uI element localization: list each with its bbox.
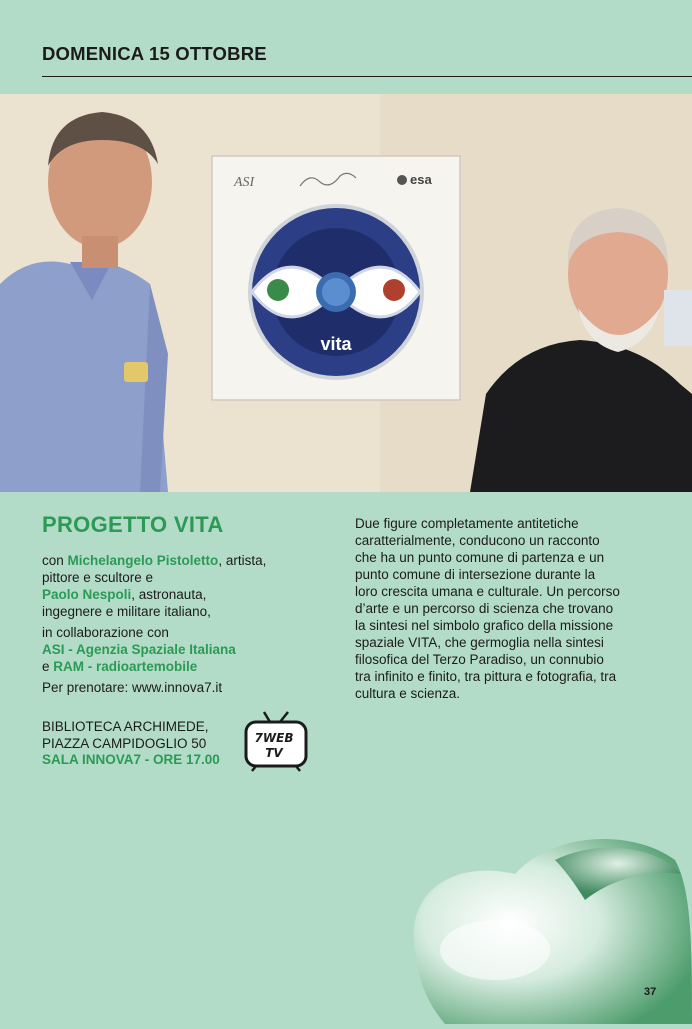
- event-description: [355, 515, 655, 702]
- description-line: cultura e scienza.: [355, 686, 461, 701]
- description-line: caratterialmente, conducono un racconto: [355, 533, 600, 548]
- decorative-3d-blob: [405, 830, 692, 1029]
- page-header-title: DOMENICA 15 OTTOBRE: [42, 43, 267, 64]
- booking-info: Per prenotare: www.innova7.it: [42, 680, 223, 695]
- event-info: [42, 512, 312, 696]
- speakers-line-3: [42, 586, 312, 603]
- vita-mission-patch: [248, 204, 424, 380]
- speaker-nespoli: Paolo Nespoli: [42, 587, 132, 602]
- description-line: loro crescita umana e culturale. Un percorso: [355, 584, 620, 599]
- event-title: PROGETTO VITA: [42, 512, 224, 537]
- partner-ram: RAM - radioartemobile: [53, 659, 198, 674]
- venue-line-1: BIBLIOTECA ARCHIMEDE,: [42, 719, 209, 734]
- venue-line-2: PIAZZA CAMPIDOGLIO 50: [42, 735, 207, 751]
- speakers-line-2: pittore e scultore e: [42, 570, 154, 585]
- description-line: filosofica del Terzo Paradiso, un connubio: [355, 652, 604, 667]
- venue-info: [42, 719, 220, 769]
- speaker-pistoletto-desc: , artista,: [218, 553, 267, 568]
- partner-asi: ASI - Agenzia Spaziale Italiana: [42, 642, 236, 657]
- speaker-nespoli-desc: , astronauta,: [131, 587, 207, 602]
- tv-logo-top-text: 7WEB: [254, 731, 294, 745]
- description-line: tra infinito e finito, tra pittura e fotografia, tra: [355, 669, 617, 684]
- collab-text: in collaborazione con: [42, 625, 169, 640]
- description-line: la sintesi nel simbolo grafico della missione: [355, 618, 614, 633]
- header-rule: [42, 76, 692, 77]
- patch-center-text: vita: [320, 334, 352, 354]
- event-photo: [0, 94, 692, 492]
- description-line: punto comune di intersezione durante la: [355, 567, 596, 582]
- venue-room-time: SALA INNOVA7 - ORE 17.00: [42, 752, 220, 767]
- speakers-line-4: ingegnere e militare italiano,: [42, 604, 211, 619]
- page-number: 37: [644, 986, 657, 998]
- asi-logo-mark: ASI: [234, 175, 255, 190]
- speaker-pistoletto: Michelangelo Pistoletto: [67, 553, 219, 568]
- description-line: d’arte e un percorso di scienza che trovano: [355, 601, 614, 616]
- esa-logo-mark: esa: [410, 172, 432, 187]
- tv-logo-bottom-text: TV: [265, 746, 283, 760]
- prefix-con: con: [42, 553, 68, 568]
- 7web-tv-logo: [242, 710, 312, 777]
- description-line: Due figure completamente antitetiche: [355, 516, 579, 531]
- description-line: spaziale VITA, che germoglia nella sintesi: [355, 635, 604, 650]
- partner2-prefix: e: [42, 659, 54, 674]
- partner-ram-line: [42, 658, 312, 675]
- speakers-line-1: [42, 552, 312, 569]
- description-line: che ha un punto comune di partenza e un: [355, 550, 605, 565]
